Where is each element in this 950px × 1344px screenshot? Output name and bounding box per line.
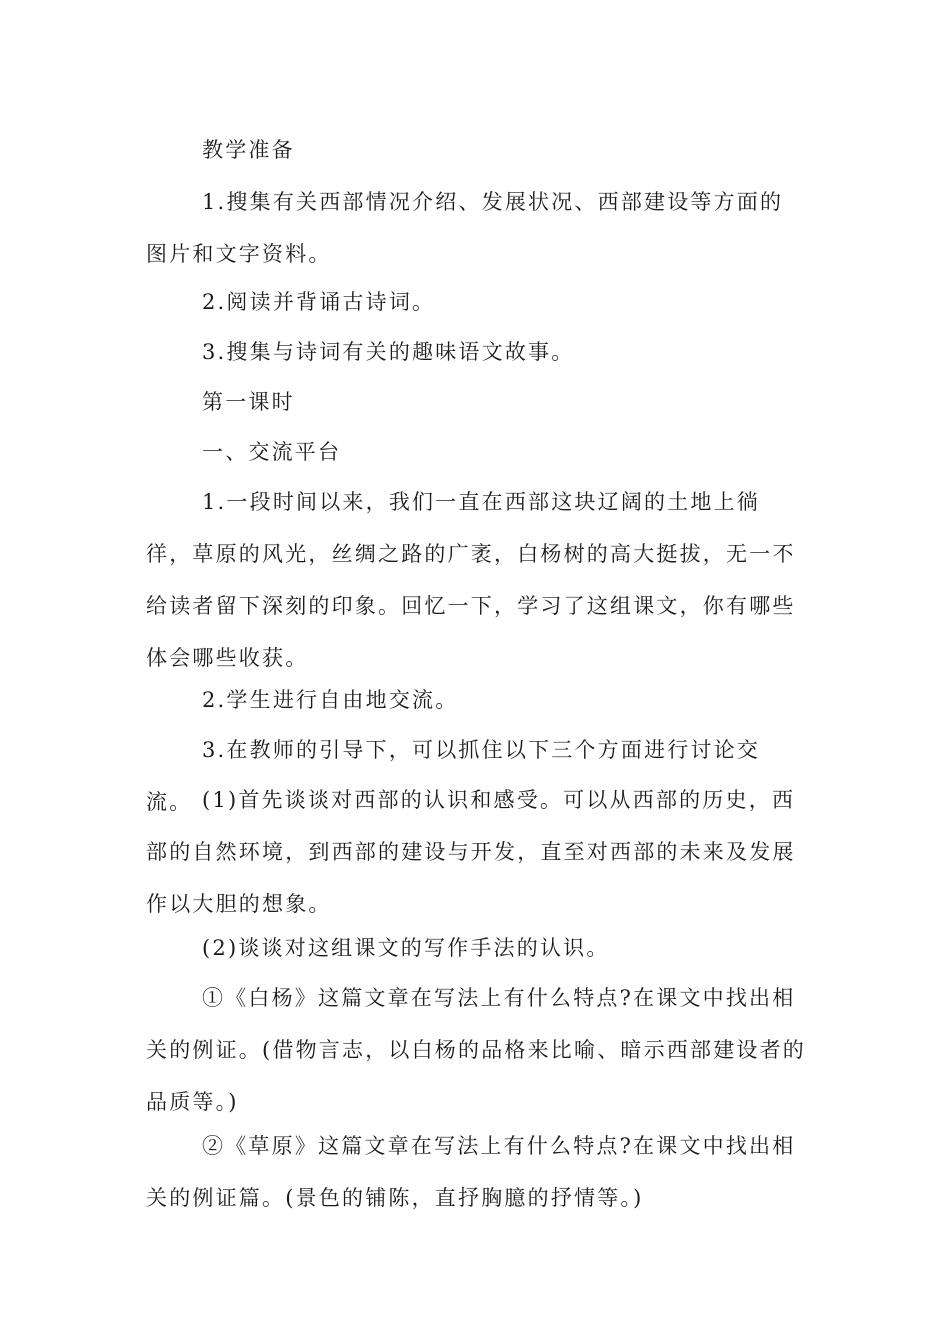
section-heading: 教学准备 <box>202 138 295 162</box>
paragraph: 2.学生进行自由地交流。 <box>202 688 459 712</box>
paragraph: (1)首先谈谈对西部的认识和感受。可以从西部的历史，西部的自然环境，到西部的建设与开发，直至对西部的未来及发展作以大胆的想象。 <box>146 788 796 916</box>
section-heading: 一、交流平台 <box>202 440 342 464</box>
paragraph: 3.在教师的引导下，可以抓住以下三个方面进行讨论交流。 <box>146 738 761 814</box>
paragraph: (2)谈谈对这组课文的写作手法的认识。 <box>202 936 610 960</box>
paragraph: 3.搜集与诗词有关的趣味语文故事。 <box>202 340 575 364</box>
paragraph: 1.搜集有关西部情况介绍、发展状况、西部建设等方面的图片和文字资料。 <box>146 190 784 266</box>
paragraph: 1.一段时间以来，我们一直在西部这块辽阔的土地上徜徉，草原的风光，丝绸之路的广袤，白杨树的高大挺拔，无一不给读者留下深刻的印象。回忆一下，学习了这组课文，你有哪些体会哪些收获。 <box>146 490 796 670</box>
lesson-heading: 第一课时 <box>202 390 295 414</box>
paragraph: 2.阅读并背诵古诗词。 <box>202 290 436 314</box>
paragraph: ①《白杨》这篇文章在写法上有什么特点?在课文中找出相关的例证。(借物言志，以白杨的品格来比喻、暗示西部建设者的品质等。) <box>146 986 806 1114</box>
paragraph: ②《草原》这篇文章在写法上有什么特点?在课文中找出相关的例证篇。(景色的铺陈，直抒胸臆的抒情等。) <box>146 1134 796 1210</box>
